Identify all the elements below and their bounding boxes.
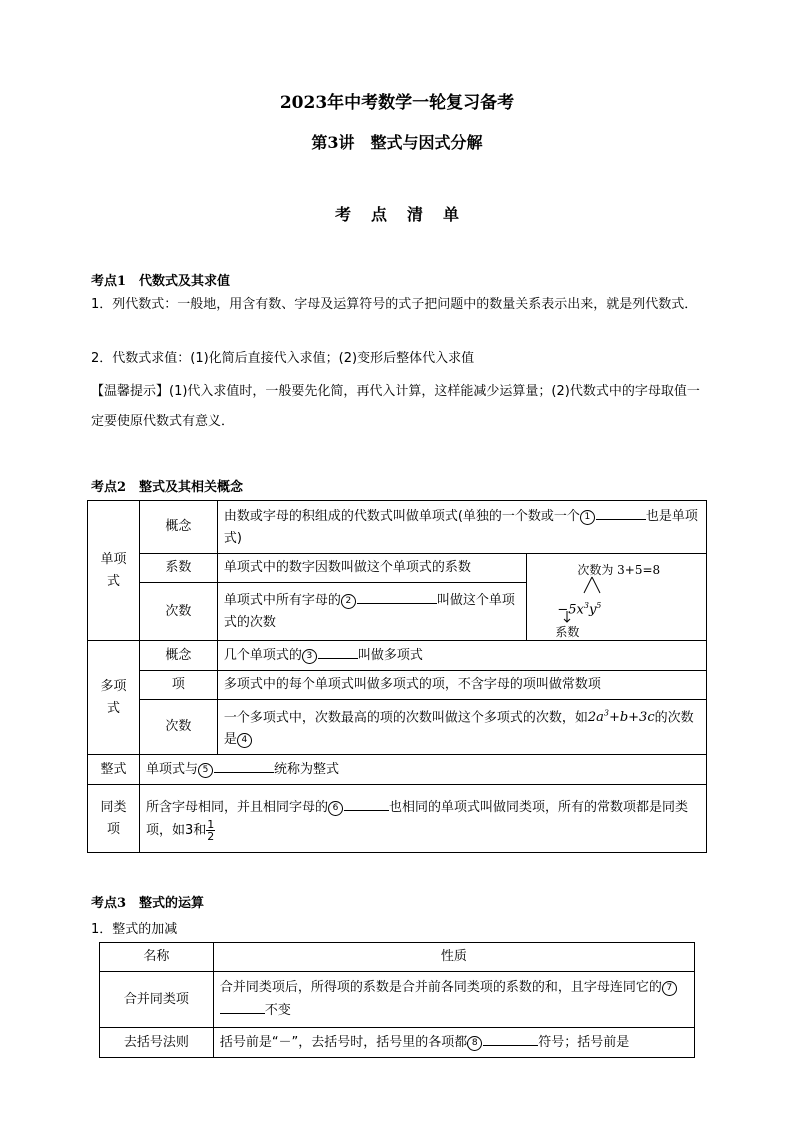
polynomial-degree: 一个多项式中，次数最高的项的次数叫做这个多项式的次数，如$2a^3+b+3c$的次数是 4 [217,700,706,755]
blank-number: 3 [302,649,317,664]
polynomial-concept: 几个单项式的 3 叫做多项式 [217,641,706,671]
page-title: 2023年中考数学一轮复习备考 [279,93,515,113]
diagram-expression: $-5x^3y^5$ [557,601,602,618]
answer-blank[interactable] [344,796,389,811]
col-property-header: 性质 [213,943,694,972]
kp1-item2: 2．代数式求值：(1)化简后直接代入求值；(2)变形后整体代入求值 [91,351,475,366]
polynomial-label: 多项式 [88,641,140,755]
like-terms-label: 同类项 [88,785,140,853]
degree-diagram [527,554,707,641]
answer-blank[interactable] [214,758,274,773]
term-label: 项 [139,671,217,700]
remove-brackets-label: 去括号法则 [100,1028,214,1058]
blank-number: 1 [580,510,595,525]
concept-label: 概念 [139,501,217,554]
concept-label: 概念 [139,641,217,671]
lecture-title: 第3讲 整式与因式分解 [311,133,483,152]
blank-number: 2 [341,594,356,609]
blank-number: 6 [328,801,343,816]
monomial-coefficient: 单项式中的数字因数叫做这个单项式的系数 [217,554,527,583]
degree-label: 次数 [139,700,217,755]
col-name-header: 名称 [100,943,214,972]
answer-blank[interactable] [318,644,358,659]
section-heading: 考点清单 [334,205,479,224]
integral-definition: 单项式与 5 统称为整式 [139,755,706,785]
kp1-heading: 考点1 代数式及其求值 [91,274,231,289]
diagram-coefficient-text: 系数 [555,625,580,639]
answer-blank[interactable] [220,999,265,1014]
answer-blank[interactable] [596,505,646,520]
kp3-table [99,942,695,1058]
remove-brackets-rule: 括号前是“－”，去括号时，括号里的各项都 8 符号；括号前是 [213,1028,694,1058]
combine-like-terms-label: 合并同类项 [100,972,214,1028]
blank-number: 8 [467,1036,482,1051]
monomial-concept: 由数或字母的积组成的代数式叫做单项式(单独的一个数或一个 1 也是单项式) [217,501,706,554]
diagram-arrows [581,573,603,595]
integral-label: 整式 [88,755,140,785]
kp2-table [87,500,707,853]
kp2-heading: 考点2 整式及其相关概念 [91,480,244,495]
monomial-degree: 单项式中所有字母的 2 叫做这个单项式的次数 [217,583,527,641]
answer-blank[interactable] [483,1031,538,1046]
kp1-item1: 1．列代数式：一般地，用含有数、字母及运算符号的式子把问题中的数量关系表示出来，就是列代数式． [91,297,698,312]
blank-number: 4 [237,733,252,748]
example-polynomial: $2a^3+b+3c$ [587,709,655,726]
degree-label: 次数 [139,583,217,641]
answer-blank[interactable] [357,589,437,604]
blank-number: 7 [662,981,677,996]
blank-number: 5 [198,763,213,778]
like-terms-definition: 所含字母相同，并且相同字母的 6 也相同的单项式叫做同类项，所有的常数项都是同类项，如3和 $\frac{1}{2}$ [139,785,706,853]
polynomial-term: 多项式中的每个单项式叫做多项式的项，不含字母的项叫做常数项 [217,671,706,700]
monomial-label: 单项式 [88,501,140,641]
diagram-degree-text: 次数为 3+5=8 [577,563,661,577]
coefficient-label: 系数 [139,554,217,583]
kp1-tip: 【温馨提示】(1)代入求值时，一般要先化简，再代入计算，这样能减少运算量；(2)代数式中的字母取值一定要使原代数式有意义． [91,384,700,429]
fraction-one-half: $\frac{1}{2}$ [207,817,215,843]
combine-like-terms-rule: 合并同类项后，所得项的系数是合并前各同类项的系数的和，且字母连同它的 7不变 [213,972,694,1028]
kp3-subheading: 1．整式的加减 [91,922,178,937]
kp3-heading: 考点3 整式的运算 [91,896,205,911]
